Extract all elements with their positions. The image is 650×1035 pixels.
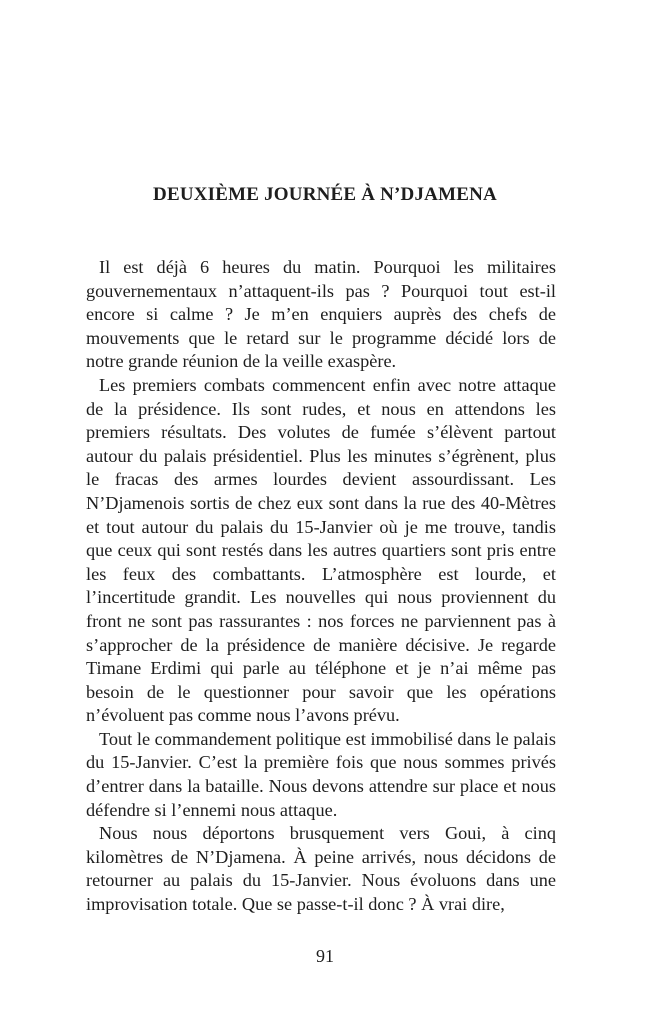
paragraph: Il est déjà 6 heures du matin. Pourquoi les militaires gouvernementaux n’attaquent-ils pas ? Pourquoi tout est-il encore si calme ? Je m’en enquiers auprès des chefs de mouvements que le retard sur le programme décidé lors de notre grande réunion de la veille exaspère. [86, 257, 556, 372]
body-text [86, 256, 556, 917]
chapter-title: DEUXIÈME JOURNÉE À N’DJAMENA [153, 184, 497, 205]
paragraph: Tout le commandement politique est immobilisé dans le palais du 15-Janvier. C’est la première fois que nous sommes privés d’entrer dans la bataille. Nous devons attendre sur place et nous défendre si l’ennemi nous attaque. [86, 728, 556, 820]
paragraph: Nous nous déportons brusquement vers Goui, à cinq kilomètres de N’Djamena. À peine arrivés, nous décidons de retourner au palais du 15-Janvier. Nous évoluons dans une improvisation totale. Que se passe-t-il donc ? À vrai dire, [86, 823, 556, 915]
paragraph: Les premiers combats commencent enfin avec notre attaque de la présidence. Ils sont rudes, et nous en attendons les premiers résultats. Des volutes de fumée s’élèvent partout autour du palais présidentiel. Plus les minutes s’égrènent, plus le fracas des armes lourdes devient assourdissant. Les N’Djamenois sortis de chez eux sont dans la rue des 40-Mètres et tout autour du palais du 15-Janvier où je me trouve, tandis que ceux qui sont restés dans les autres quartiers sont pris entre les feux des combattants. L’atmosphère est lourde, et l’incertitude grandit. Les nouvelles qui nous proviennent du front ne sont pas rassurantes : nos forces ne parviennent pas à s’approcher de la présidence de manière décisive. Je regarde Timane Erdimi qui parle au téléphone et je n’ai même pas besoin de le questionner pour savoir que les opérations n’évoluent pas comme nous l’avons prévu. [86, 374, 556, 726]
page-number: 91 [316, 946, 334, 966]
